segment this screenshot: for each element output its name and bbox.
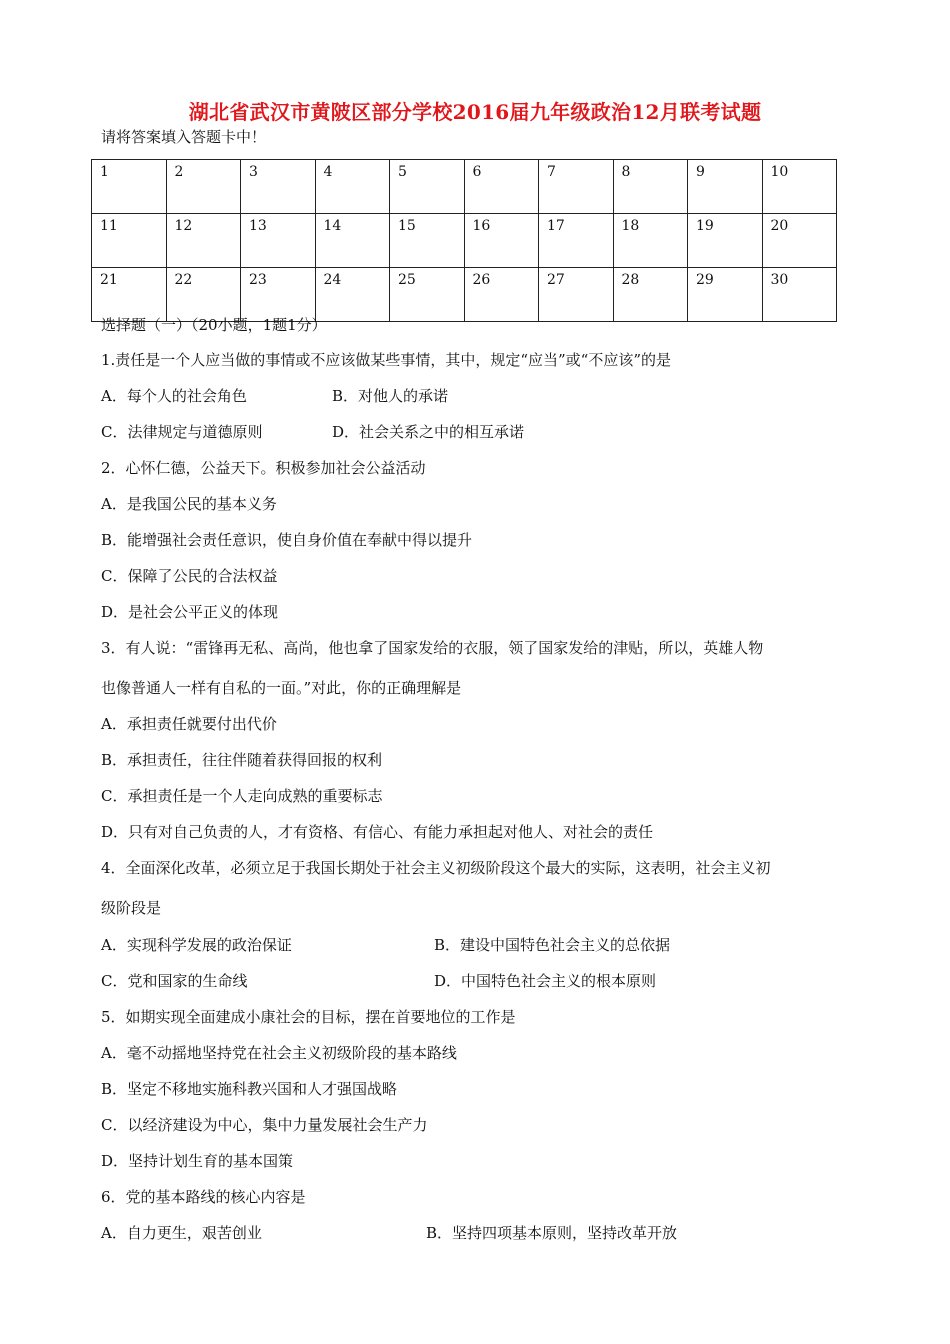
answer-row	[92, 214, 837, 268]
answer-cell: 12	[166, 214, 241, 268]
answer-cell: 13	[241, 214, 316, 268]
answer-cell: 29	[688, 268, 763, 322]
answer-cell: 14	[315, 214, 390, 268]
answer-cell: 20	[762, 214, 837, 268]
answer-cell: 17	[539, 214, 614, 268]
answer-cell: 28	[613, 268, 688, 322]
option-a: A．是我国公民的基本义务	[101, 495, 277, 513]
answer-cell: 18	[613, 214, 688, 268]
question-stem: 5．如期实现全面建成小康社会的目标，摆在首要地位的工作是	[101, 1008, 516, 1026]
option-a: A．每个人的社会角色	[101, 387, 247, 405]
answer-cell: 26	[464, 268, 539, 322]
answer-cell: 15	[390, 214, 465, 268]
option-a: A．自力更生，艰苦创业	[101, 1224, 262, 1242]
exam-title: 湖北省武汉市黄陂区部分学校2016届九年级政治12月联考试题	[188, 100, 762, 124]
question-stem-continued: 级阶段是	[101, 899, 162, 917]
option-b: B．能增强社会责任意识，使自身价值在奉献中得以提升	[101, 531, 473, 549]
answer-cell: 6	[464, 160, 539, 214]
answer-cell: 2	[166, 160, 241, 214]
answer-cell: 10	[762, 160, 837, 214]
answer-cell: 1	[92, 160, 167, 214]
option-b: B．承担责任，往往伴随着获得回报的权利	[101, 751, 383, 769]
option-b: B．坚定不移地实施科教兴国和人才强国战略	[101, 1080, 398, 1098]
option-d: D．只有对自己负责的人，才有资格、有信心、有能力承担起对他人、对社会的责任	[101, 823, 654, 841]
option-c: C．法律规定与道德原则	[101, 423, 263, 441]
answer-cell: 3	[241, 160, 316, 214]
option-d: D．中国特色社会主义的根本原则	[434, 972, 657, 990]
answer-cell: 7	[539, 160, 614, 214]
option-c: C．承担责任是一个人走向成熟的重要标志	[101, 787, 383, 805]
answer-cell: 24	[315, 268, 390, 322]
question-stem-continued: 也像普通人一样有自私的一面。”对此，你的正确理解是	[101, 679, 462, 697]
question-stem: 1.责任是一个人应当做的事情或不应该做某些事情，其中，规定“应当”或“不应该”的是	[101, 351, 671, 369]
question-stem: 3．有人说：“雷锋再无私、高尚，他也拿了国家发给的衣服，领了国家发给的津贴，所以，英雄人物	[101, 639, 764, 657]
answer-cell: 5	[390, 160, 465, 214]
option-b: B．对他人的承诺	[332, 387, 449, 405]
answer-cell: 22	[166, 268, 241, 322]
answer-instruction: 请将答案填入答题卡中！	[101, 128, 267, 146]
answer-row	[92, 160, 837, 214]
answer-cell: 23	[241, 268, 316, 322]
option-b: B．坚持四项基本原则，坚持改革开放	[426, 1224, 678, 1242]
option-b: B．建设中国特色社会主义的总依据	[434, 936, 671, 954]
option-d: D．是社会公平正义的体现	[101, 603, 279, 621]
option-c: C．以经济建设为中心，集中力量发展社会生产力	[101, 1116, 428, 1134]
answer-cell: 16	[464, 214, 539, 268]
question-stem: 2．心怀仁德，公益天下。积极参加社会公益活动	[101, 459, 426, 477]
answer-cell: 9	[688, 160, 763, 214]
section-heading: 选择题（一）（20小题，1题1分）	[101, 316, 327, 334]
answer-cell: 8	[613, 160, 688, 214]
option-a: A．实现科学发展的政治保证	[101, 936, 292, 954]
answer-cell: 11	[92, 214, 167, 268]
answer-cell: 21	[92, 268, 167, 322]
answer-cell: 27	[539, 268, 614, 322]
answer-cell: 4	[315, 160, 390, 214]
answer-cell: 25	[390, 268, 465, 322]
option-c: C．保障了公民的合法权益	[101, 567, 278, 585]
option-d: D．坚持计划生育的基本国策	[101, 1152, 294, 1170]
question-stem: 4．全面深化改革，必须立足于我国长期处于社会主义初级阶段这个最大的实际，这表明，社会主义初	[101, 859, 771, 877]
option-a: A．承担责任就要付出代价	[101, 715, 277, 733]
answer-cell: 30	[762, 268, 837, 322]
option-d: D．社会关系之中的相互承诺	[332, 423, 525, 441]
answer-sheet-table	[91, 159, 837, 322]
answer-cell: 19	[688, 214, 763, 268]
option-a: A．毫不动摇地坚持党在社会主义初级阶段的基本路线	[101, 1044, 457, 1062]
option-c: C．党和国家的生命线	[101, 972, 248, 990]
question-stem: 6．党的基本路线的核心内容是	[101, 1188, 306, 1206]
